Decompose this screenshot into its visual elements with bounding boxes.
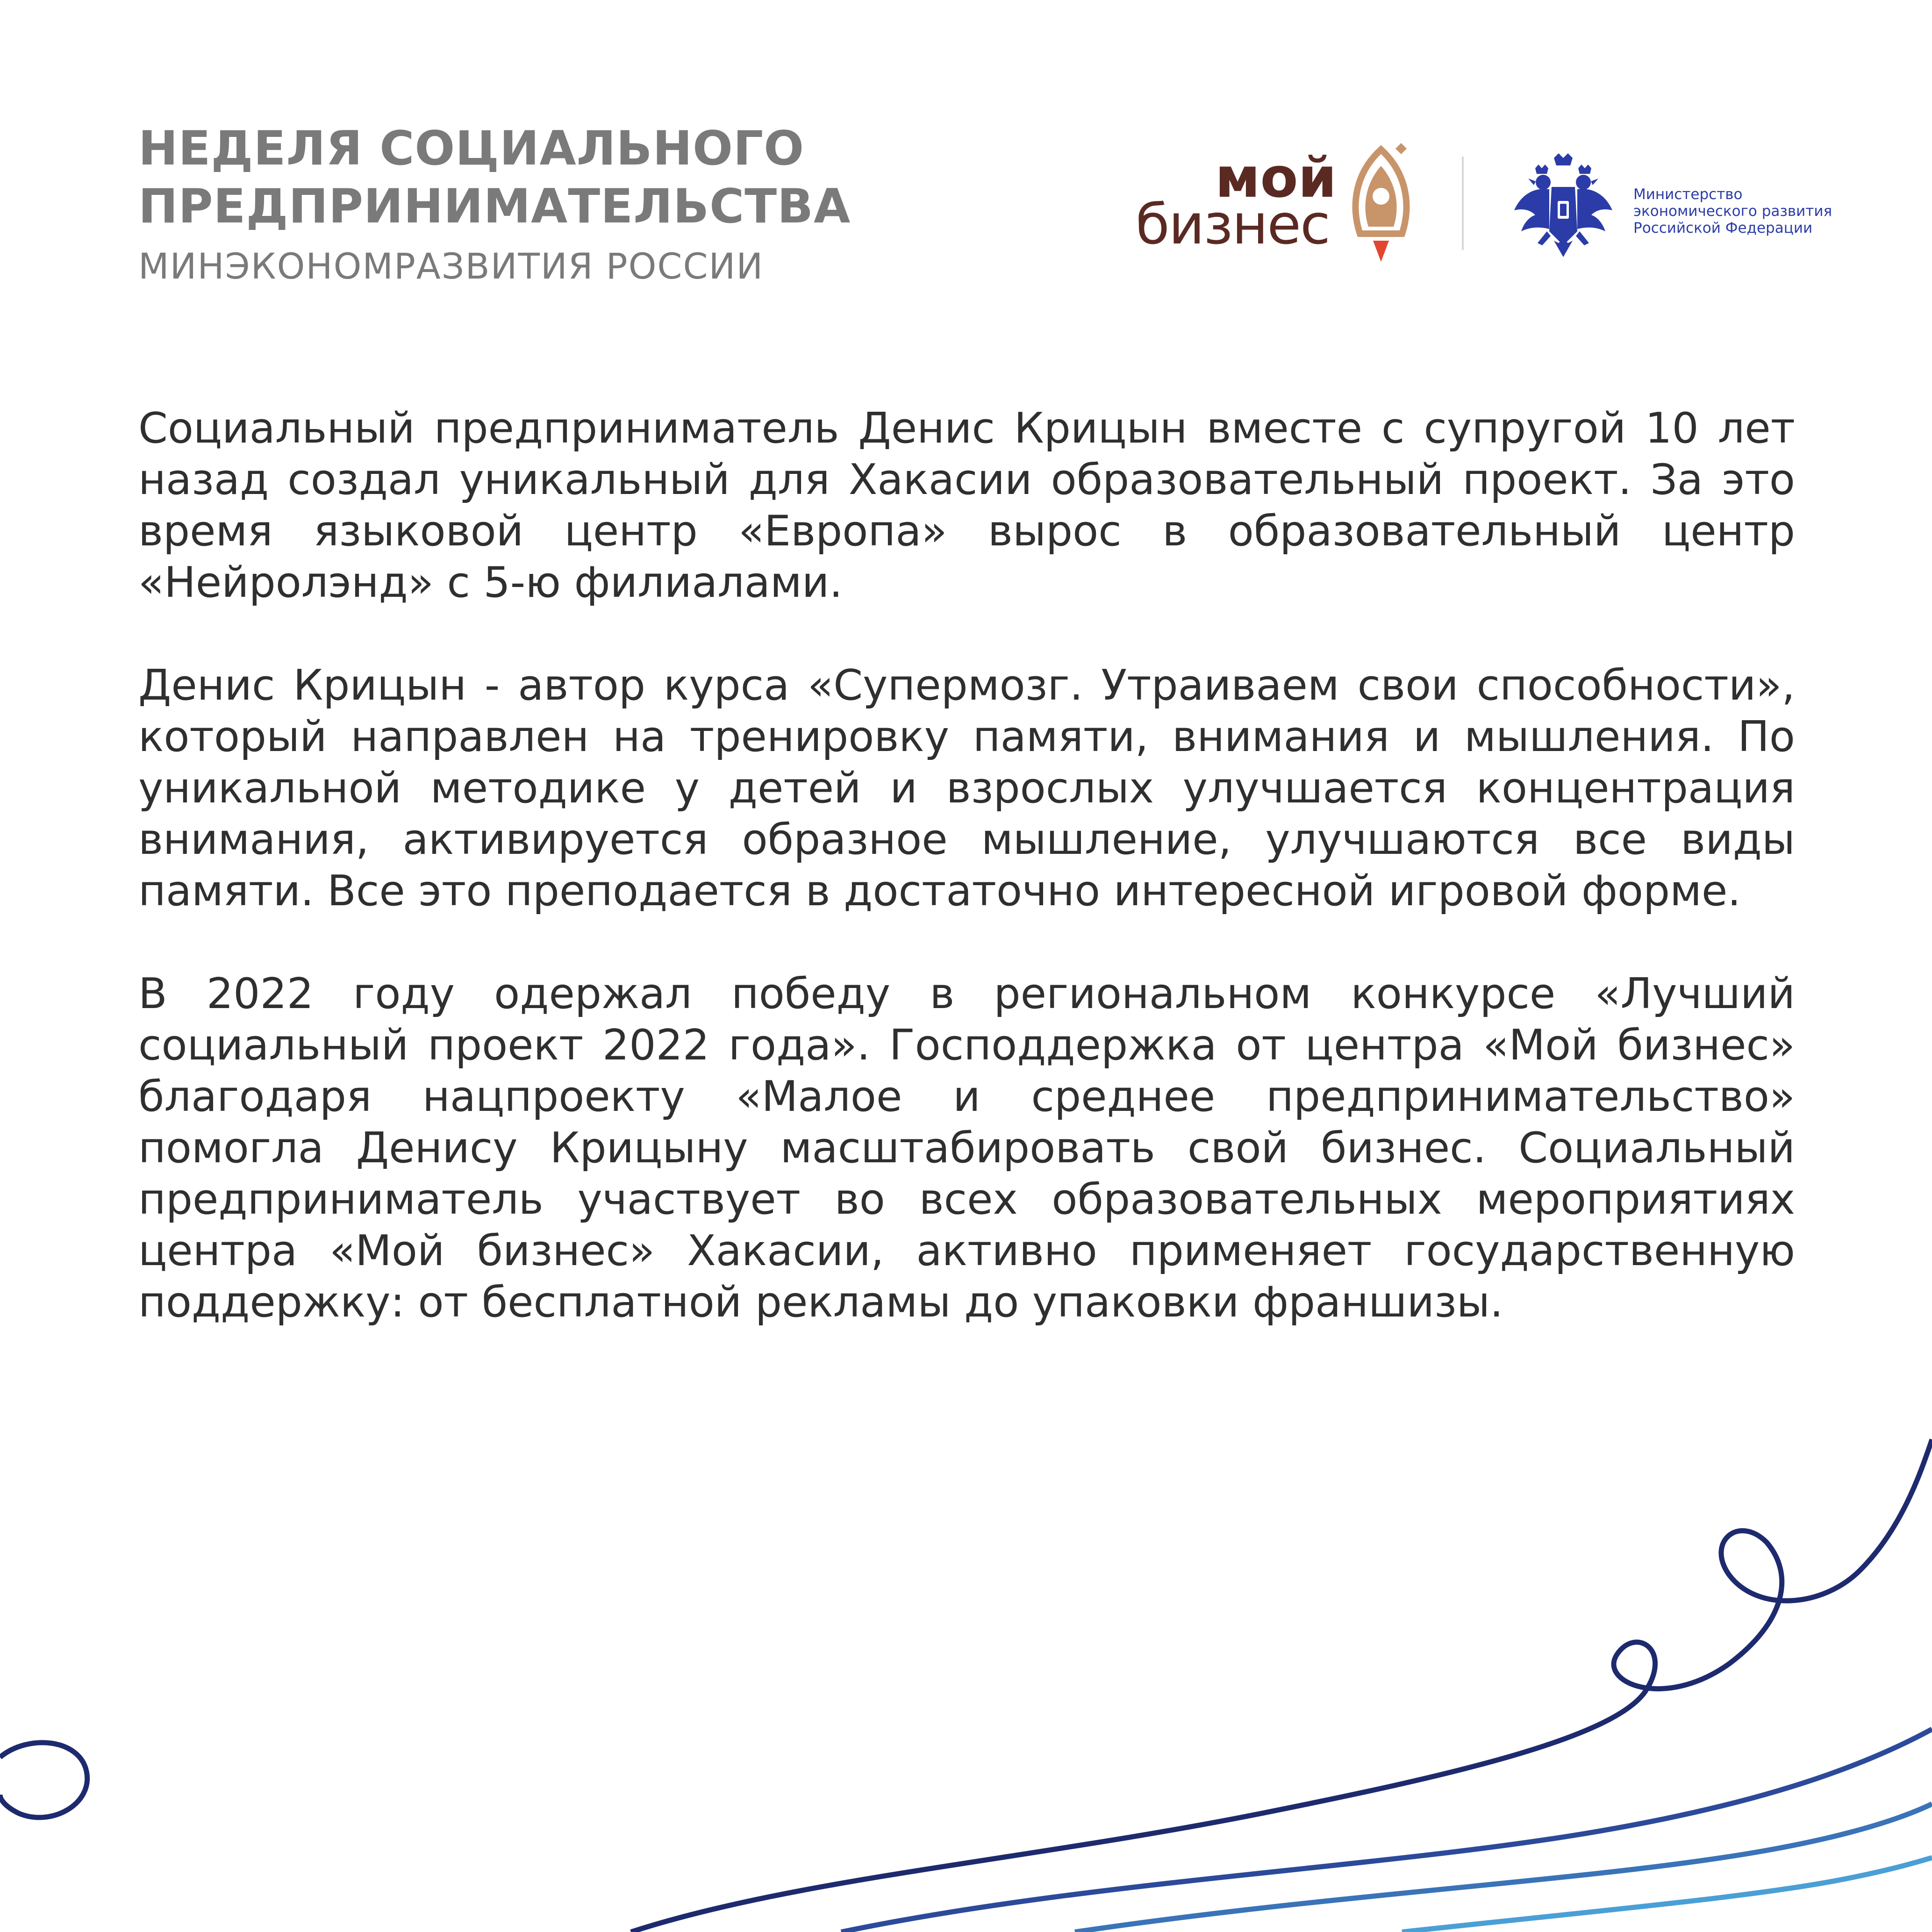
paragraph-line: время языковой центр «Европа» вырос в образовательный центр bbox=[138, 507, 1795, 556]
rocket-icon bbox=[1341, 140, 1421, 271]
wave-line-2 bbox=[841, 1729, 1932, 1932]
page-subtitle: МИНЭКОНОМРАЗВИТИЯ РОССИИ bbox=[138, 245, 764, 287]
wave-line-3 bbox=[1075, 1804, 1932, 1932]
paragraph-line: назад создал уникальный для Хакасии образовательный проект. За это bbox=[138, 455, 1795, 504]
logo-divider bbox=[1462, 157, 1464, 250]
paragraph-3 bbox=[138, 968, 1795, 1328]
wave-line-4 bbox=[1402, 1858, 1932, 1932]
paragraph-line: Социальный предприниматель Денис Крицын вместе с супругой 10 лет bbox=[138, 404, 1795, 453]
paragraph-line: который направлен на тренировку памяти, внимания и мышления. По bbox=[138, 712, 1795, 761]
double-headed-eagle-icon bbox=[1510, 150, 1622, 262]
paragraph-line: памяти. Все это преподается в достаточно интересной игровой форме. bbox=[138, 866, 1741, 916]
paragraph-line: Денис Крицын - автор курса «Супермозг. Утраиваем свои способности», bbox=[138, 661, 1795, 710]
title-line-1: НЕДЕЛЯ СОЦИАЛЬНОГО bbox=[138, 121, 805, 176]
ministry-name-line1: Министерство bbox=[1633, 186, 1743, 203]
ministry-name-line3: Российской Федерации bbox=[1633, 220, 1813, 236]
paragraph-line: благодаря нацпроекту «Малое и среднее предпринимательство» bbox=[138, 1072, 1795, 1121]
paragraph-line: уникальной методике у детей и взрослых улучшается концентрация bbox=[138, 764, 1795, 813]
ministry-name bbox=[1633, 186, 1832, 236]
page-title bbox=[138, 119, 886, 235]
moy-biznes-logo-word1: мой bbox=[1215, 145, 1337, 210]
paragraph-2 bbox=[138, 660, 1795, 917]
paragraph-1 bbox=[138, 403, 1795, 608]
moy-biznes-logo-word2: бизнес bbox=[1136, 192, 1330, 257]
wave-line-1 bbox=[631, 1439, 1932, 1932]
wave-loop-left bbox=[0, 1743, 87, 1818]
paragraph-line: внимания, активируется образное мышление, улучшаются все виды bbox=[138, 815, 1795, 864]
paragraph-line: предприниматель участвует во всех образовательных мероприятиях bbox=[138, 1175, 1795, 1224]
title-line-2: ПРЕДПРИНИМАТЕЛЬСТВА bbox=[138, 179, 851, 234]
paragraph-line: помогла Денису Крицыну масштабировать свой бизнес. Социальный bbox=[138, 1123, 1795, 1173]
paragraph-line: «Нейролэнд» с 5-ю филиалами. bbox=[138, 558, 843, 607]
paragraph-line: поддержку: от бесплатной рекламы до упаковки франшизы. bbox=[138, 1278, 1503, 1327]
ministry-logo bbox=[1510, 150, 1837, 262]
paragraph-line: социальный проект 2022 года». Господдержка от центра «Мой бизнес» bbox=[138, 1021, 1795, 1070]
paragraph-line: центра «Мой бизнес» Хакасии, активно применяет государственную bbox=[138, 1226, 1795, 1275]
ministry-name-line2: экономического развития bbox=[1633, 203, 1832, 220]
moy-biznes-logo bbox=[1131, 140, 1421, 276]
paragraph-line: В 2022 году одержал победу в региональном конкурсе «Лучший bbox=[138, 969, 1795, 1018]
article-body bbox=[138, 403, 1795, 1380]
